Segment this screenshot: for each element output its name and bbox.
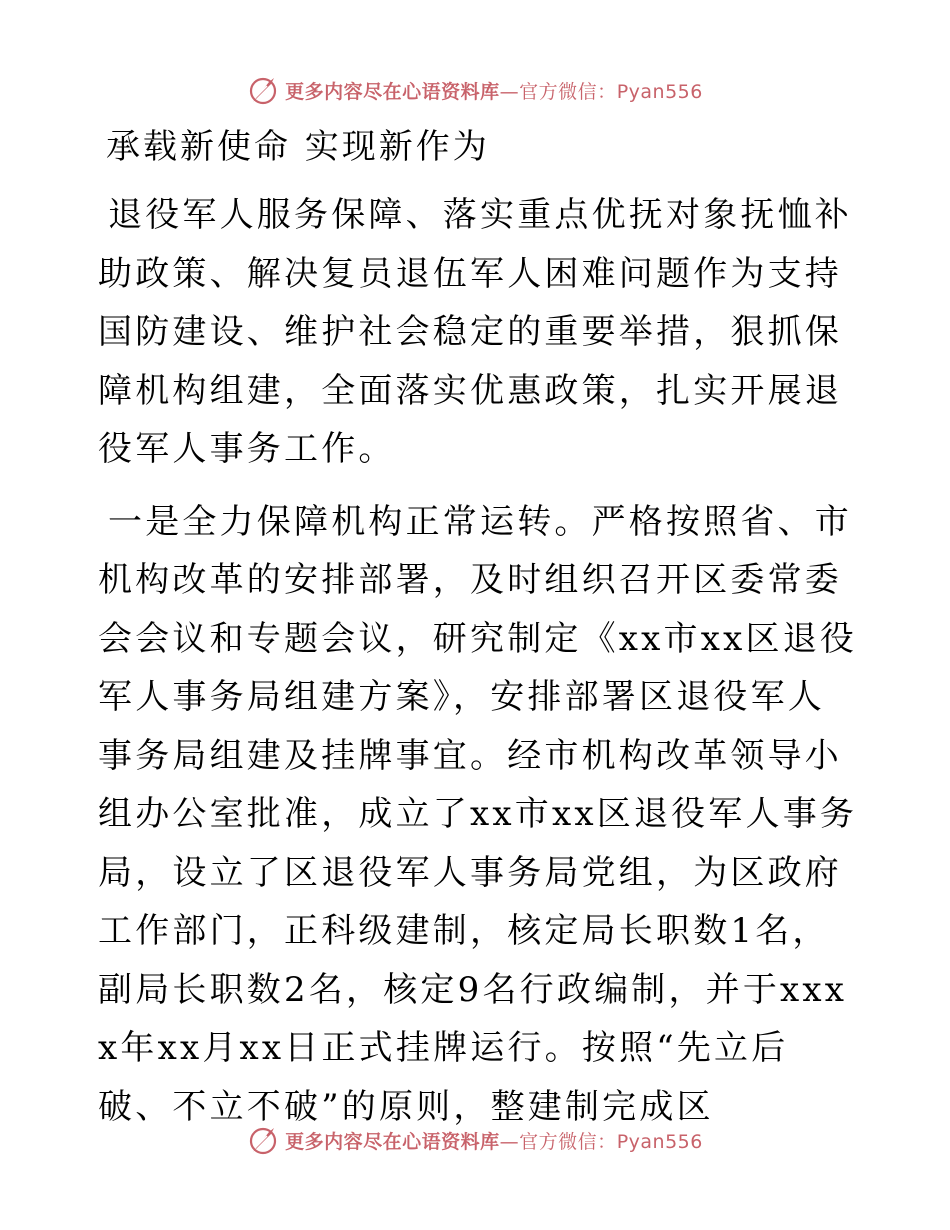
page-header — [0, 70, 950, 110]
quill-pen-logo-icon — [247, 1124, 279, 1156]
document-body — [98, 122, 858, 1150]
header-banner — [247, 74, 703, 106]
page-footer — [0, 1120, 950, 1160]
document-paragraph-1: 退役军人服务保障、落实重点优抚对象抚恤补助政策、解决复员退伍军人困难问题作为支持国防建设、维护社会稳定的重要举措，狠抓保障机构组建，全面落实优惠政策，扎实开展退役军人事务工作。 — [98, 195, 852, 469]
footer-dash: — — [499, 1130, 520, 1153]
footer-wechat-label: 官方微信： — [519, 1130, 617, 1153]
footer-banner-text: 更多内容尽在心语资料库 — [285, 1130, 500, 1153]
document-paragraph-2: 一是全力保障机构正常运转。严格按照省、市机构改革的安排部署，及时组织召开区委常委会会议和专题会议，研究制定《xx市xx区退役军人事务局组建方案》，安排部署区退役军人事务局组建及挂牌事宜。经市机构改革领导小组办公室批准，成立了xx市xx区退役军人事务局，设立了区退役军人事务局党组，为区政府工作部门，正科级建制，核定局长职数1名，副局长职数2名，核定9名行政编制，并于xxxx年xx月xx日正式挂牌运行。按照“先立后破、不立不破”的原则，整建制完成区 — [98, 501, 858, 1127]
document-title: 承载新使命 实现新作为 — [106, 127, 490, 167]
footer-banner — [247, 1124, 703, 1156]
header-wechat-id: Pyan556 — [616, 80, 703, 103]
quill-pen-logo-icon — [247, 74, 279, 106]
header-wechat-label: 官方微信： — [519, 80, 617, 103]
footer-wechat-id: Pyan556 — [616, 1130, 703, 1153]
header-dash: — — [499, 80, 520, 103]
header-banner-text: 更多内容尽在心语资料库 — [285, 80, 500, 103]
